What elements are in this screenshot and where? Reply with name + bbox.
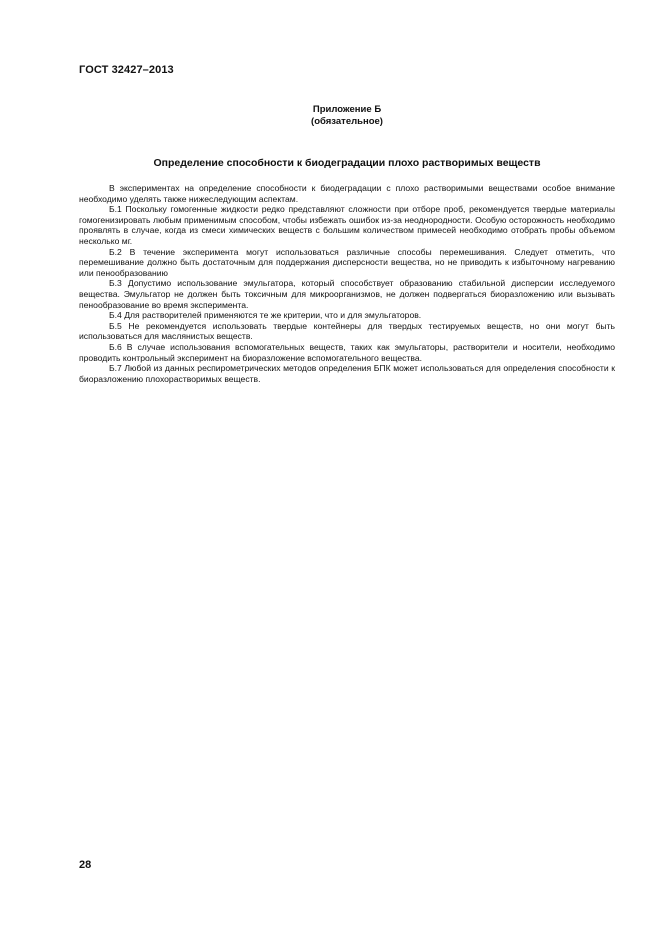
appendix-title: Приложение Б (312, 104, 382, 115)
document-standard-code: ГОСТ 32427–2013 (79, 64, 174, 76)
paragraph-intro: В экспериментах на определение способности к биодеградации с плохо растворимыми веществами особое внимание необходимо уделять также нижеследующим аспектам. (79, 183, 615, 204)
paragraph-b3: Б.3 Допустимо использование эмульгатора, который способствует образованию стабильной дисперсии исследуемого вещества. Эмульгатор не должен быть токсичным для микроорганизмов, не должен подвергаться биоразложению или вызывать пенообразование во время эксперимента. (79, 278, 615, 310)
page-number: 28 (79, 859, 92, 871)
paragraph-b5: Б.5 Не рекомендуется использовать твердые контейнеры для твердых тестируемых веществ, но они могут быть использоваться для маслянистых веществ. (79, 320, 615, 342)
body-text (79, 183, 615, 384)
paragraph-b7: Б.7 Любой из данных респирометрических методов определения БПК может использоваться для определения способности к биоразложению плохорастворимых веществ. (79, 363, 615, 384)
paragraph-b4: Б.4 Для растворителей применяются те же критерии, что и для эмульгаторов. (109, 310, 422, 321)
paragraph-b1: Б.1 Поскольку гомогенные жидкости редко представляют сложности при отборе проб, рекомендуется твердые материалы гомогенизировать любым применимым способом, чтобы избежать ошибок из-за неоднородности. Особую осторожность необходимо проявлять в случае, когда из смеси химических веществ с большим количеством примесей необходимо отобрать пробы объемом несколько мг. (79, 204, 615, 246)
paragraph-b2: Б.2 В течение эксперимента могут использоваться различные способы перемешивания. Следует отметить, что перемешивание должно быть достаточным для поддержания дисперсности вещества, но не приводить к избыточному нагреванию или пенообразованию (79, 246, 615, 278)
appendix-status: (обязательное) (311, 116, 383, 127)
paragraph-b6: Б.6 В случае использования вспомогательных веществ, таких как эмульгаторы, растворители и носители, необходимо проводить контрольный эксперимент на биоразложение вспомогательного вещества. (79, 341, 615, 363)
section-heading: Определение способности к биодеградации плохо растворимых веществ (153, 157, 541, 169)
